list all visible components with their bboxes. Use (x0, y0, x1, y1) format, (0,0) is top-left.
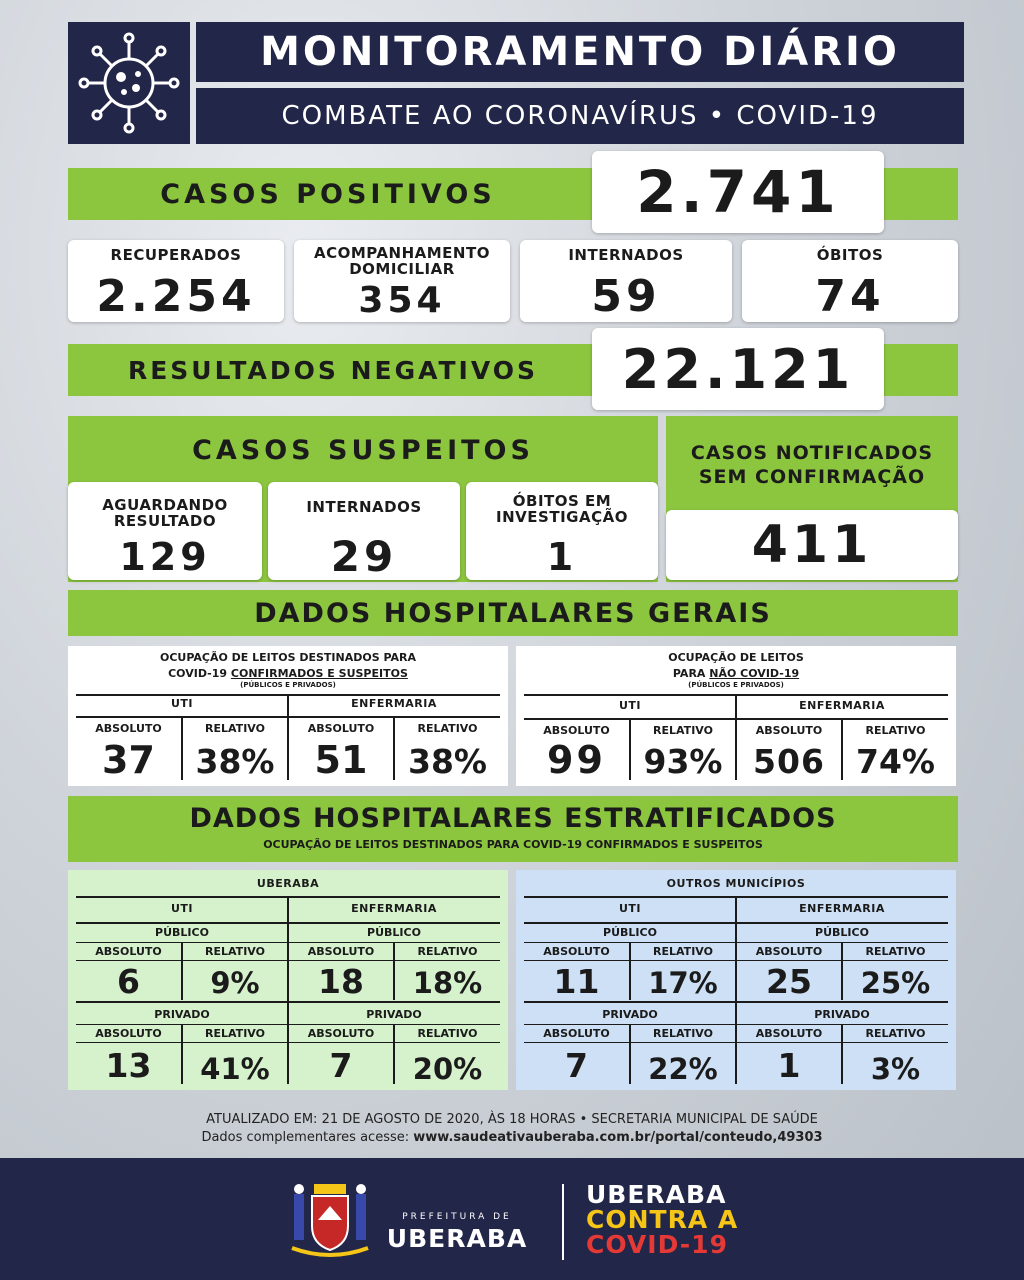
col-absoluto: ABSOLUTO (755, 724, 823, 737)
positivos-value: 2.741 (592, 151, 884, 233)
positivos-label: CASOS POSITIVOS (160, 178, 496, 210)
col-relativo: RELATIVO (653, 945, 713, 958)
card-value: 59 (591, 270, 661, 322)
col-absoluto: ABSOLUTO (95, 1027, 162, 1040)
row-publico: PÚBLICO (367, 926, 421, 939)
col-uti: UTI (170, 902, 194, 915)
more-info-link[interactable]: www.saudeativauberaba.com.br/portal/conteudo,49303 (413, 1129, 823, 1145)
notificados-value: 411 (666, 510, 958, 580)
value-priv-uti-absoluto: 7 (565, 1046, 588, 1085)
card-value: 29 (330, 531, 398, 581)
col-uti: UTI (618, 699, 642, 712)
col-absoluto: ABSOLUTO (543, 945, 610, 958)
prefeitura-small: PREFEITURA DE (402, 1212, 512, 1222)
value-priv-enf-relativo: 20% (412, 1052, 483, 1086)
card-value: 354 (358, 279, 446, 321)
col-relativo: RELATIVO (417, 1027, 478, 1040)
page-title: MONITORAMENTO DIÁRIO (260, 29, 900, 75)
value-pub-enf-relativo: 18% (412, 966, 483, 1000)
value-uti-absoluto: 37 (102, 738, 155, 782)
uberaba-table (68, 870, 508, 1090)
card-internados (520, 240, 732, 322)
suspeitos-label: CASOS SUSPEITOS (192, 434, 534, 466)
col-enfermaria: ENFERMARIA (799, 902, 885, 915)
col-relativo: RELATIVO (865, 1027, 926, 1040)
col-absoluto: ABSOLUTO (543, 724, 610, 737)
row-privado: PRIVADO (154, 1008, 210, 1021)
outros-municipios-table (516, 870, 956, 1090)
campaign-line1: UBERABA (586, 1180, 727, 1209)
value-enf-absoluto: 506 (753, 742, 825, 781)
value-uti-absoluto: 99 (547, 738, 606, 782)
table-title-part: PARA (672, 666, 706, 680)
table-note: (PÚBLICOS E PRIVADOS) (688, 681, 784, 689)
value-pub-enf-relativo: 25% (860, 966, 931, 1000)
value-pub-uti-absoluto: 11 (553, 962, 600, 1001)
value-priv-uti-absoluto: 13 (105, 1046, 152, 1085)
virus-icon (68, 22, 190, 144)
row-publico: PÚBLICO (603, 926, 657, 939)
page-subtitle: COMBATE AO CORONAVÍRUS • COVID-19 (281, 101, 879, 131)
gerais-title: DADOS HOSPITALARES GERAIS (68, 590, 958, 636)
row-privado: PRIVADO (602, 1008, 658, 1021)
card-label: ÓBITOS EM INVESTIGAÇÃO (496, 492, 628, 526)
card-acompanhamento (294, 240, 510, 322)
value-enf-absoluto: 51 (314, 738, 368, 782)
card-label: ÓBITOS (816, 246, 884, 264)
value-priv-enf-absoluto: 7 (329, 1046, 353, 1085)
col-relativo: RELATIVO (205, 722, 265, 735)
row-privado: PRIVADO (814, 1008, 870, 1021)
card-label: INTERNADOS (306, 498, 422, 516)
card-label: INTERNADOS (568, 246, 684, 264)
value-uti-relativo: 38% (195, 742, 275, 781)
col-absoluto: ABSOLUTO (307, 1027, 375, 1040)
header-icon-box (68, 22, 190, 144)
updated-text: ATUALIZADO EM: 21 DE AGOSTO DE 2020, ÀS 18 HORAS • SECRETARIA MUNICIPAL DE SAÚDE (206, 1111, 818, 1127)
campaign-line3: COVID-19 (586, 1230, 728, 1259)
table-title-line1: OCUPAÇÃO DE LEITOS (668, 650, 804, 664)
col-absoluto: ABSOLUTO (95, 945, 162, 958)
col-relativo: RELATIVO (865, 724, 926, 737)
notificados-label: CASOS NOTIFICADOS SEM CONFIRMAÇÃO (690, 442, 934, 488)
table-note: (PÚBLICOS E PRIVADOS) (240, 681, 336, 689)
card-label: AGUARDANDO RESULTADO (102, 496, 228, 530)
table-title-line2 (68, 666, 508, 680)
table-title-part: COVID-19 (168, 666, 228, 680)
value-pub-uti-absoluto: 6 (117, 962, 140, 1001)
estratificados-subtitle: OCUPAÇÃO DE LEITOS DESTINADOS PARA COVID-19 CONFIRMADOS E SUSPEITOS (263, 837, 763, 851)
col-absoluto: ABSOLUTO (95, 722, 162, 735)
value-priv-enf-relativo: 3% (870, 1052, 921, 1086)
card-susp-internados (268, 482, 460, 580)
value-pub-uti-relativo: 9% (210, 966, 260, 1000)
row-publico: PÚBLICO (155, 926, 209, 939)
value-pub-enf-absoluto: 18 (318, 962, 364, 1001)
value-uti-relativo: 93% (643, 742, 723, 781)
more-info-label: Dados complementares acesse: (201, 1129, 410, 1145)
card-label: ACOMPANHAMENTO DOMICILIAR (314, 244, 490, 278)
value-pub-enf-absoluto: 25 (766, 962, 812, 1001)
gerais-nao-covid-table (516, 646, 956, 786)
estratificados-title: DADOS HOSPITALARES ESTRATIFICADOS (189, 802, 837, 834)
col-enfermaria: ENFERMARIA (351, 697, 437, 710)
value-priv-enf-absoluto: 1 (777, 1046, 801, 1085)
card-value: 74 (815, 270, 885, 322)
col-absoluto: ABSOLUTO (307, 945, 375, 958)
table-title-emph: CONFIRMADOS E SUSPEITOS (230, 666, 408, 680)
col-absoluto: ABSOLUTO (755, 945, 823, 958)
coat-of-arms-logo (282, 1176, 378, 1262)
negativos-value: 22.121 (592, 328, 884, 410)
more-info (40, 1128, 984, 1146)
row-privado: PRIVADO (366, 1008, 422, 1021)
col-uti: UTI (618, 902, 642, 915)
bottom-divider (562, 1184, 564, 1260)
card-value: 1 (546, 535, 578, 579)
col-enfermaria: ENFERMARIA (351, 902, 437, 915)
col-relativo: RELATIVO (205, 1027, 265, 1040)
table-title-line1: OCUPAÇÃO DE LEITOS DESTINADOS PARA (159, 650, 417, 664)
col-enfermaria: ENFERMARIA (799, 699, 885, 712)
row-publico: PÚBLICO (815, 926, 869, 939)
table-title: OUTROS MUNICÍPIOS (666, 877, 806, 890)
card-value: 129 (119, 535, 211, 579)
value-pub-uti-relativo: 17% (648, 966, 718, 1000)
col-absoluto: ABSOLUTO (543, 1027, 610, 1040)
col-uti: UTI (170, 697, 194, 710)
negativos-label: RESULTADOS NEGATIVOS (127, 355, 539, 385)
value-enf-relativo: 38% (408, 742, 487, 781)
col-relativo: RELATIVO (865, 945, 926, 958)
table-title: UBERABA (256, 877, 320, 890)
table-title-line2 (516, 666, 956, 680)
col-absoluto: ABSOLUTO (307, 722, 375, 735)
col-relativo: RELATIVO (653, 1027, 713, 1040)
value-priv-uti-relativo: 22% (648, 1052, 718, 1086)
col-relativo: RELATIVO (417, 945, 478, 958)
col-relativo: RELATIVO (205, 945, 265, 958)
col-relativo: RELATIVO (653, 724, 713, 737)
table-title-emph: NÃO COVID-19 (709, 666, 800, 680)
card-label: RECUPERADOS (110, 246, 242, 264)
card-value: 2.254 (96, 270, 256, 322)
col-absoluto: ABSOLUTO (755, 1027, 823, 1040)
gerais-covid-table (68, 646, 508, 786)
prefeitura-big: UBERABA (386, 1224, 528, 1253)
card-aguardando (68, 482, 262, 580)
value-enf-relativo: 74% (856, 742, 935, 781)
card-obitos (742, 240, 958, 322)
card-recuperados (68, 240, 284, 322)
card-obitos-investigacao (466, 482, 658, 580)
col-relativo: RELATIVO (417, 722, 478, 735)
value-priv-uti-relativo: 41% (200, 1052, 270, 1086)
campaign-line2: CONTRA A (586, 1205, 739, 1234)
